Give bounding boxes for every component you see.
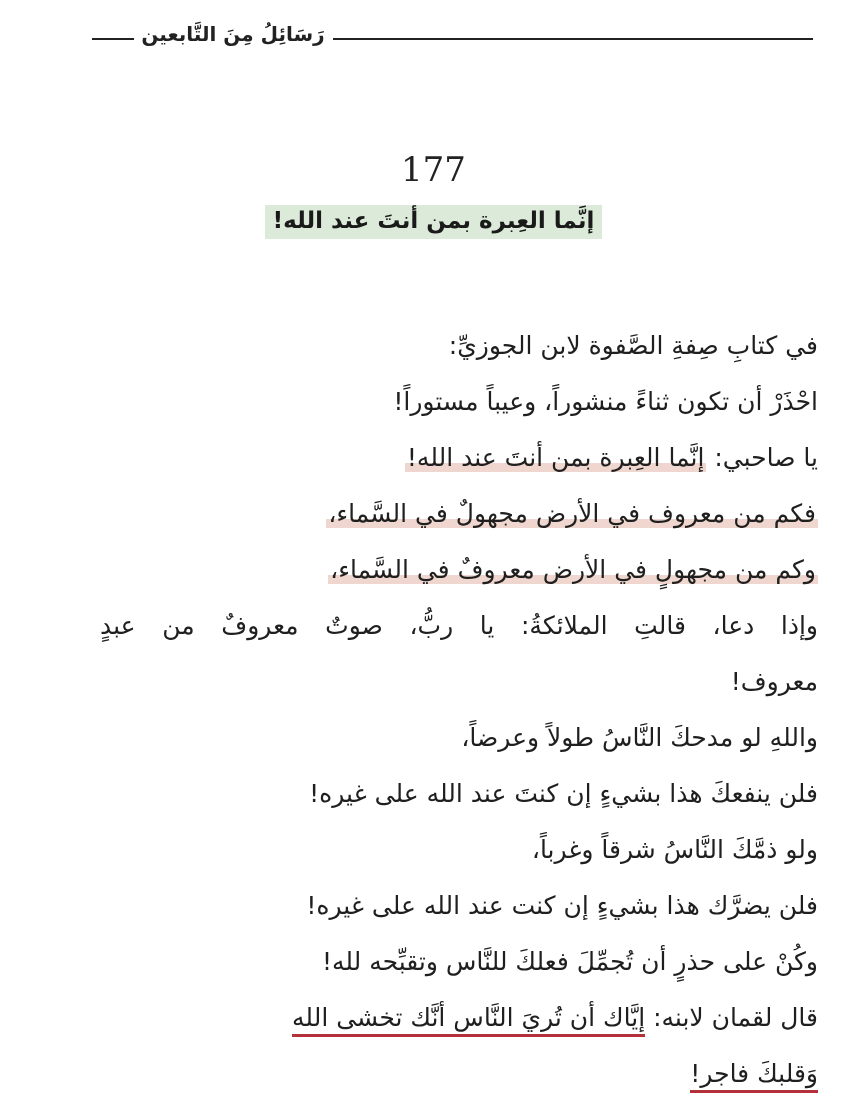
highlighted-text: فكم من معروف في الأرض مجهولٌ في السَّماء، (328, 499, 816, 528)
header-rule-left (92, 38, 134, 40)
text-line: وإذا دعا، قالتِ الملائكةُ: يا ربُّ، صوتٌ معروفٌ من عبدٍ (100, 611, 818, 640)
text-line (100, 430, 818, 486)
text-line: وكُنْ على حذرٍ أن تُجمِّلَ فعلكَ للنَّاس وتقبِّحه لله! (321, 947, 818, 976)
text-line: فلن ينفعكَ هذا بشيءٍ إن كنتَ عند الله على غيره! (309, 779, 818, 808)
text-line: ولو ذمَّكَ النَّاسُ شرقاً وغرباً، (531, 835, 818, 864)
text-line (100, 486, 818, 542)
page-number: 177 (401, 150, 466, 190)
text-line: واللهِ لو مدحكَ النَّاسُ طولاً وعرضاً، (461, 723, 818, 752)
text-line: احْذَرْ أن تكون ثناءً منشوراً، وعيباً مستوراً! (393, 387, 818, 416)
header-rule-right (333, 38, 813, 40)
highlighted-text: إنَّما العِبرة بمن أنتَ عند الله! (406, 443, 705, 472)
body-text (100, 318, 818, 1102)
running-title: رَسَائِلُ مِنَ التَّابعين (141, 22, 325, 46)
heading-container (0, 205, 867, 239)
text-line: في كتابِ صِفةِ الصَّفوة لابن الجوزيِّ: (448, 331, 818, 360)
underlined-text: وَقلبكَ فاجر! (690, 1059, 818, 1093)
text-line (100, 990, 818, 1046)
text-line: فلن يضرَّك هذا بشيءٍ إن كنت عند الله على غيره! (306, 891, 818, 920)
text-line: معروف! (730, 667, 818, 696)
text-line (100, 542, 818, 598)
running-header (0, 18, 867, 58)
underlined-text: إيَّاك أن تُريَ النَّاس أنَّك تخشى الله (292, 1003, 645, 1037)
text-segment: يا صاحبي: (706, 443, 818, 472)
text-segment: قال لقمان لابنه: (645, 1003, 818, 1032)
text-line (100, 1046, 818, 1102)
page-heading: إنَّما العِبرة بمن أنتَ عند الله! (265, 205, 603, 239)
highlighted-text: وكم من مجهولٍ في الأرض معروفٌ في السَّماء، (330, 555, 816, 584)
